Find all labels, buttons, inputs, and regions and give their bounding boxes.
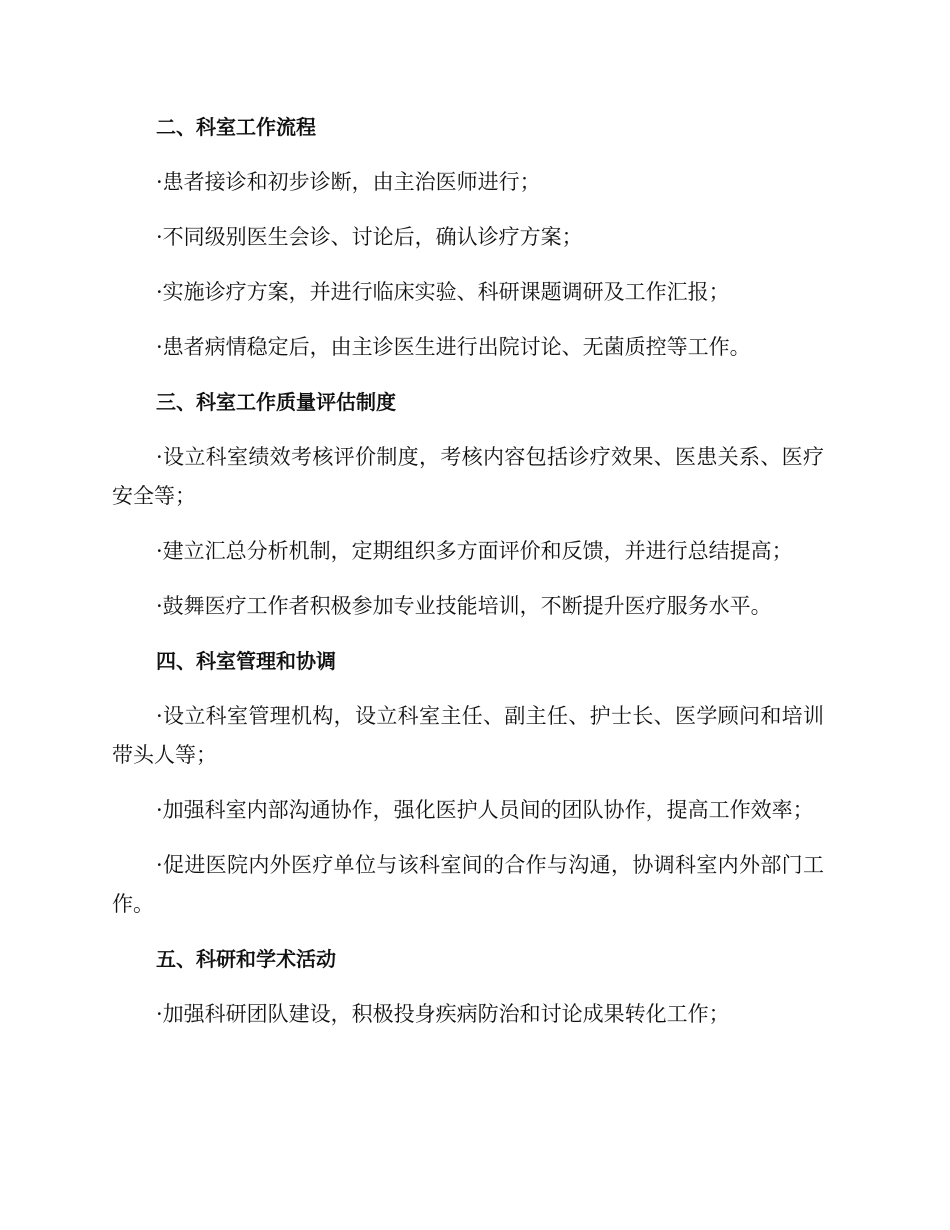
list-item: ·加强科室内部沟通协作，强化医护人员间的团队协作，提高工作效率； (156, 798, 814, 822)
list-item: ·促进医院内外医疗单位与该科室间的合作与沟通，协调科室内外部门工作。 (112, 853, 824, 916)
document-body (112, 108, 824, 1050)
section-heading-quality-assessment: 三、科室工作质量评估制度 (156, 390, 396, 414)
section-heading-management: 四、科室管理和协调 (156, 649, 336, 673)
list-item: ·患者病情稳定后，由主诊医生进行出院讨论、无菌质控等工作。 (156, 335, 751, 359)
list-item: ·设立科室管理机构，设立科室主任、副主任、护士长、医学顾问和培训带头人等； (112, 704, 824, 767)
list-item: ·患者接诊和初步诊断，由主治医师进行； (156, 170, 541, 194)
section-heading-workflow: 二、科室工作流程 (156, 115, 316, 139)
list-item: ·建立汇总分析机制，定期组织多方面评价和反馈，并进行总结提高； (156, 539, 793, 563)
section-heading-research: 五、科研和学术活动 (156, 947, 336, 971)
list-item: ·不同级别医生会诊、讨论后，确认诊疗方案； (156, 225, 583, 249)
list-item: ·设立科室绩效考核评价制度，考核内容包括诊疗效果、医患关系、医疗安全等； (112, 445, 824, 508)
list-item: ·加强科研团队建设，积极投身疾病防治和讨论成果转化工作； (156, 1002, 730, 1026)
list-item: ·实施诊疗方案，并进行临床实验、科研课题调研及工作汇报； (156, 280, 730, 304)
list-item: ·鼓舞医疗工作者积极参加专业技能培训，不断提升医疗服务水平。 (156, 594, 772, 618)
